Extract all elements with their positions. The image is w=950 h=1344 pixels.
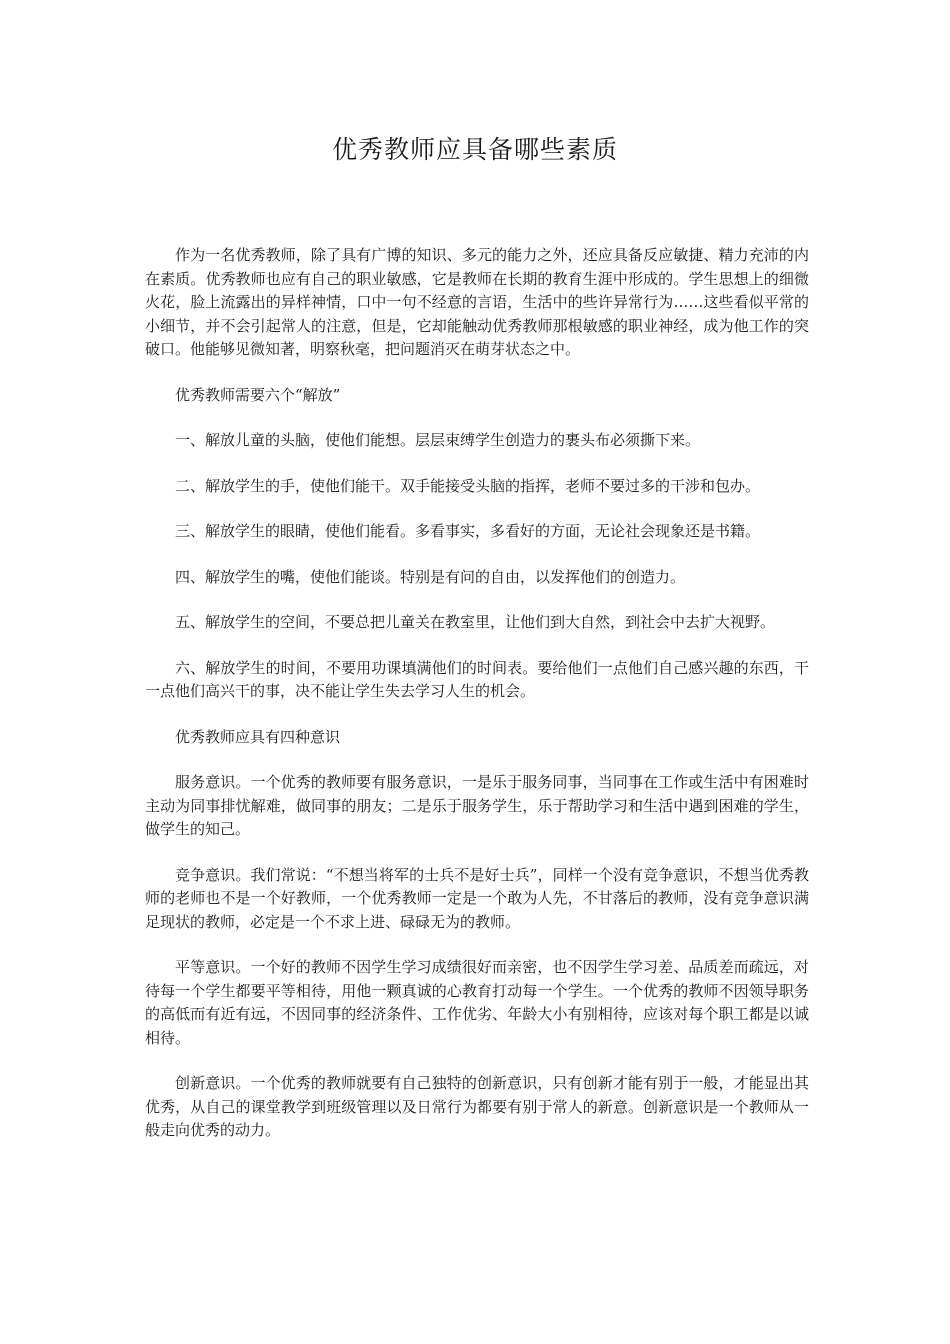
- equality-awareness-paragraph: 平等意识。一个好的教师不因学生学习成绩很好而亲密，也不因学生学习差、品质差而疏远，对待每一个学生都要平等相待，用他一颗真诚的心教育打动每一个学生。一个优秀的教师不因领导职务的高低而有近有远，不因同事的经济条件、工作优劣、年龄大小有别相待，应该对每个职工都是以诚相待。: [145, 958, 809, 1047]
- section-heading-six-liberations: 优秀教师需要六个“解放”: [175, 385, 341, 404]
- liberation-item-3: 三、解放学生的眼睛，使他们能看。多看事实，多看好的方面，无论社会现象还是书籍。: [175, 522, 761, 540]
- intro-paragraph: 作为一名优秀教师，除了具有广博的知识、多元的能力之外，还应具备反应敏捷、精力充沛的内在素质。优秀教师也应有自己的职业敏感，它是教师在长期的教育生涯中形成的。学生思想上的细微火花，脸上流露出的异样神情，口中一句不经意的言语，生活中的些许异常行为……这些看似平常的小细节，并不会引起常人的注意，但是，它却能触动优秀教师那根敏感的职业神经，成为他工作的突破口。他能够见微知著，明察秋毫，把问题消灭在萌芽状态之中。: [145, 246, 809, 358]
- page-title: 优秀教师应具备哪些素质: [331, 135, 618, 164]
- liberation-item-2: 二、解放学生的手，使他们能干。双手能接受头脑的指挥，老师不要过多的干涉和包办。: [175, 476, 761, 495]
- innovation-awareness-paragraph: 创新意识。一个优秀的教师就要有自己独特的创新意识，只有创新才能有别于一般，才能显出其优秀，从自己的课堂教学到班级管理以及日常行为都要有别于常人的新意。创新意识是一个教师从一般走向优秀的动力。: [145, 1074, 809, 1139]
- section-heading-four-awareness: 优秀教师应具有四种意识: [175, 727, 341, 746]
- liberation-item-5: 五、解放学生的空间，不要总把儿童关在教室里，让他们到大自然，到社会中去扩大视野。: [175, 613, 776, 631]
- service-awareness-paragraph: 服务意识。一个优秀的教师要有服务意识，一是乐于服务同事，当同事在工作或生活中有困难时主动为同事排忧解难，做同事的朋友；二是乐于服务学生，乐于帮助学习和生活中遇到困难的学生，做学生的知己。: [145, 773, 809, 838]
- liberation-item-1: 一、解放儿童的头脑，使他们能想。层层束缚学生创造力的裹头布必须撕下来。: [175, 431, 701, 449]
- document-body: [145, 244, 809, 1165]
- competition-awareness-paragraph: 竞争意识。我们常说：“不想当将军的士兵不是好士兵”，同样一个没有竞争意识，不想当优秀教师的老师也不是一个好教师，一个优秀教师一定是一个敢为人先，不甘落后的教师，没有竞争意识满足现状的教师，必定是一个不求上进、碌碌无为的教师。: [145, 865, 809, 931]
- liberation-item-4: 四、解放学生的嘴，使他们能谈。特别是有问的自由，以发挥他们的创造力。: [175, 567, 686, 586]
- liberation-item-6: 六、解放学生的时间，不要用功课填满他们的时间表。要给他们一点他们自己感兴趣的东西，干一点他们高兴干的事，决不能让学生失去学习人生的机会。: [145, 658, 809, 700]
